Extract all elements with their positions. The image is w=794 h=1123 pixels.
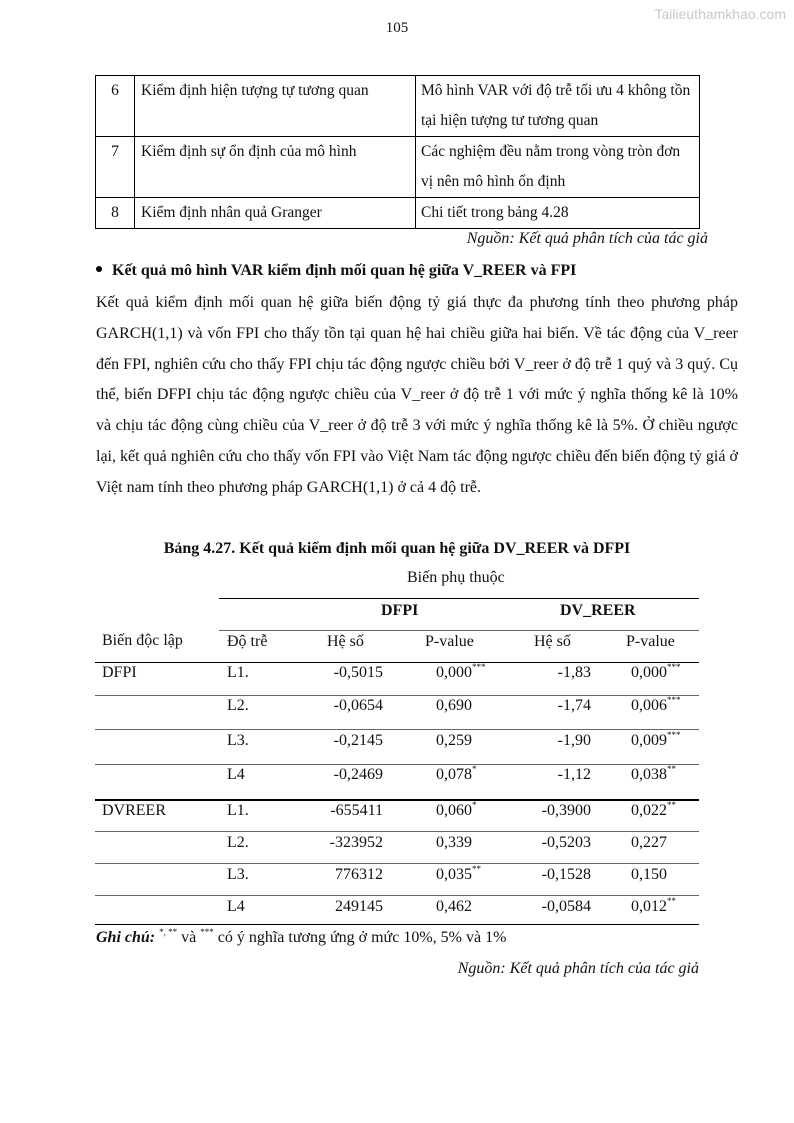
pvalue-dfpi-cell: [436, 766, 477, 784]
coef-dvreer-cell: [542, 866, 591, 884]
coef-dfpi-cell: [330, 834, 383, 852]
pvalue-dvreer-cell: [631, 898, 676, 916]
section-heading: [96, 262, 576, 280]
coef-dfpi-cell-value: -0,5015: [333, 664, 383, 681]
pvalue-dvreer-cell: [631, 802, 676, 820]
pvalue-dvreer-cell: [631, 732, 681, 750]
pvalue-dfpi-cell-value: 0,035: [436, 866, 472, 883]
lag-cell: [227, 834, 249, 852]
lag-cell-value: L1.: [227, 664, 249, 681]
table-rule: [95, 799, 699, 801]
coef-dfpi-cell: [330, 802, 383, 820]
lag-cell: [227, 697, 249, 715]
coef-dvreer-cell: [542, 898, 591, 916]
significance-marker: ***: [667, 662, 681, 672]
coef-dfpi-cell: [334, 766, 383, 784]
pvalue-dfpi-cell: [436, 802, 477, 820]
pvalue-dvreer-cell: [631, 697, 681, 715]
pvalue-dfpi-cell: [436, 834, 472, 852]
coef-dfpi-cell: [334, 697, 383, 715]
pvalue-dvreer-cell-value: 0,000: [631, 664, 667, 681]
note: [96, 929, 506, 947]
lag-cell-value: L3.: [227, 732, 249, 749]
pvalue-dfpi-cell: [436, 866, 481, 884]
coef-dvreer-cell-value: -1,74: [557, 697, 591, 714]
significance-marker: ***: [472, 662, 486, 672]
pvalue-dfpi-cell: [436, 732, 472, 750]
source-note-top: Nguồn: Kết quả phân tích của tác giả: [466, 230, 708, 247]
table-title: Bảng 4.27. Kết quả kiểm định mối quan hệ giữa DV_REER và DFPI: [163, 540, 631, 557]
coef-dvreer-cell: [558, 766, 591, 784]
lag-cell-value: L4: [227, 766, 245, 783]
independent-variable-value: DFPI: [102, 664, 137, 681]
lag-cell: [227, 664, 249, 682]
coef-dfpi-cell-value: -0,2469: [333, 766, 383, 783]
lag-cell: [227, 866, 249, 884]
pvalue-dfpi-cell-value: 0,259: [436, 732, 472, 749]
test-result: Các nghiệm đều nằm trong vòng tròn đơn vị nên mô hình ổn định: [416, 137, 700, 198]
table-rule: [219, 630, 699, 631]
coef-dvreer-cell-value: -0,0584: [541, 898, 591, 915]
pvalue-dfpi-cell-value: 0,339: [436, 834, 472, 851]
summary-table: [95, 75, 700, 229]
row-number: 8: [96, 198, 135, 229]
lag-cell-value: L1.: [227, 802, 249, 819]
pvalue-dfpi-cell: [436, 697, 472, 715]
significance-marker: **: [667, 896, 676, 906]
table-row: [96, 137, 700, 198]
col-header-lag: Độ trễ: [227, 633, 268, 650]
coef-dfpi-cell-value: -655411: [330, 802, 383, 819]
coef-dvreer-cell: [558, 664, 591, 682]
lag-cell: [227, 732, 249, 750]
watermark: Tailieuthamkhao.com: [654, 6, 786, 22]
independent-variable: [102, 802, 166, 820]
pvalue-dfpi-cell-value: 0,000: [436, 664, 472, 681]
pvalue-dfpi-cell: [436, 898, 472, 916]
coef-dvreer-cell: [542, 802, 591, 820]
pvalue-dfpi-cell-value: 0,690: [436, 697, 472, 714]
coef-dfpi-cell-value: -0,0654: [333, 697, 383, 714]
coef-dvreer-cell-value: -1,83: [557, 664, 591, 681]
bullet-icon: [96, 266, 102, 272]
section-heading-text: Kết quả mô hình VAR kiểm định mối quan hệ giữa V_REER và FPI: [112, 262, 577, 279]
table-rule: [95, 662, 699, 663]
pvalue-dvreer-cell-value: 0,009: [631, 732, 667, 749]
pvalue-dvreer-cell: [631, 866, 667, 884]
coef-dvreer-cell-value: -0,5203: [541, 834, 591, 851]
pvalue-dvreer-cell: [631, 834, 667, 852]
coef-dvreer-cell: [558, 697, 591, 715]
test-result: Mô hình VAR với độ trễ tối ưu 4 không tồn tại hiện tượng tư tương quan: [416, 76, 700, 137]
lag-cell: [227, 898, 245, 916]
lag-cell: [227, 802, 249, 820]
pvalue-dfpi-cell-value: 0,078: [436, 766, 472, 783]
group-header-dfpi: DFPI: [381, 602, 419, 619]
table-rule: [95, 863, 699, 864]
coef-dfpi-cell-value: -0,2145: [333, 732, 383, 749]
pvalue-dfpi-cell-value: 0,462: [436, 898, 472, 915]
source-note-bottom: Nguồn: Kết quả phân tích của tác giả: [457, 960, 699, 977]
test-name: Kiểm định nhân quả Granger: [135, 198, 416, 229]
body-paragraph: Kết quả kiểm định mối quan hệ giữa biến động tỷ giá thực đa phương tính theo phương pháp GARCH(1,1) và vốn FPI cho thấy tồn tại quan hệ hai chiều giữa hai biến. Về tác động của V_reer đến FPI, nghiên cứu cho thấy FPI chịu tác động ngược chiều bởi V_reer ở độ trễ 1 quý và 3 quý. Cụ thể, biến DFPI chịu tác động ngược chiều của V_reer ở độ trễ 1 với mức ý nghĩa thống kê là 10% và chịu tác động cùng chiều của V_reer ở độ trễ 3 với mức ý nghĩa thống kê là 5%. Ở chiều ngược lại, kết quả nghiên cứu cho thấy vốn FPI vào Việt Nam tác động ngược chiều đến biến động tỷ giá ở Việt nam tính theo phương pháp GARCH(1,1) ở cả 4 độ trễ.: [96, 294, 738, 496]
pvalue-dvreer-cell-value: 0,038: [631, 766, 667, 783]
row-number: 7: [96, 137, 135, 198]
coef-dvreer-cell-value: -1,12: [557, 766, 591, 783]
dependent-variable-label: Biến phụ thuộc: [407, 569, 505, 586]
col-header-pvalue-dvreer: P-value: [626, 633, 675, 650]
group-header-dv-reer: DV_REER: [560, 602, 636, 619]
coef-dfpi-cell-value: 776312: [335, 866, 383, 883]
coef-dfpi-cell: [335, 898, 383, 916]
lag-cell-value: L3.: [227, 866, 249, 883]
lag-cell-value: L4: [227, 898, 245, 915]
coef-dvreer-cell: [542, 834, 591, 852]
coef-dfpi-cell: [334, 732, 383, 750]
table-rule: [95, 895, 699, 896]
significance-marker: **: [667, 764, 676, 774]
pvalue-dvreer-cell-value: 0,006: [631, 697, 667, 714]
pvalue-dfpi-cell-value: 0,060: [436, 802, 472, 819]
independent-variable-value: DVREER: [102, 802, 166, 819]
col-header-pvalue-dfpi: P-value: [425, 633, 474, 650]
significance-marker: ***: [667, 730, 681, 740]
pvalue-dvreer-cell-value: 0,227: [631, 834, 667, 851]
pvalue-dvreer-cell-value: 0,012: [631, 898, 667, 915]
note-symbol-1: *, **: [159, 927, 178, 937]
significance-marker: ***: [667, 695, 681, 705]
page-number: 105: [385, 20, 409, 36]
test-name: Kiểm định hiện tượng tự tương quan: [135, 76, 416, 137]
coef-dfpi-cell-value: 249145: [335, 898, 383, 915]
independent-variable: [102, 664, 137, 682]
note-symbol-2: ***: [200, 927, 214, 937]
significance-marker: **: [472, 864, 481, 874]
significance-marker: **: [667, 800, 676, 810]
table-row: [96, 76, 700, 137]
pvalue-dvreer-cell-value: 0,022: [631, 802, 667, 819]
pvalue-dvreer-cell-value: 0,150: [631, 866, 667, 883]
significance-marker: *: [472, 800, 477, 810]
pvalue-dfpi-cell: [436, 664, 486, 682]
row-number: 6: [96, 76, 135, 137]
lag-cell: [227, 766, 245, 784]
note-and: và: [181, 929, 197, 946]
coef-dvreer-cell-value: -1,90: [557, 732, 591, 749]
significance-marker: *: [472, 764, 477, 774]
table-rule: [95, 831, 699, 832]
coef-dvreer-cell-value: -0,1528: [541, 866, 591, 883]
pvalue-dvreer-cell: [631, 766, 676, 784]
coef-dvreer-cell: [558, 732, 591, 750]
table-rule: [219, 598, 699, 599]
test-name: Kiểm định sự ổn định của mô hình: [135, 137, 416, 198]
table-row: [96, 198, 700, 229]
pvalue-dvreer-cell: [631, 664, 681, 682]
table-rule: [95, 924, 699, 925]
lag-cell-value: L2.: [227, 834, 249, 851]
lag-cell-value: L2.: [227, 697, 249, 714]
coef-dvreer-cell-value: -0,3900: [541, 802, 591, 819]
table-rule: [95, 695, 699, 696]
col-header-independent: Biến độc lập: [102, 632, 183, 649]
col-header-coef-dvreer: Hệ số: [534, 633, 571, 650]
note-label: Ghi chú:: [96, 929, 156, 946]
note-text: có ý nghĩa tương ứng ở mức 10%, 5% và 1%: [217, 929, 507, 946]
table-rule: [95, 764, 699, 765]
coef-dfpi-cell: [334, 664, 383, 682]
coef-dfpi-cell-value: -323952: [329, 834, 383, 851]
col-header-coef-dfpi: Hệ số: [327, 633, 364, 650]
coef-dfpi-cell: [335, 866, 383, 884]
test-result: Chi tiết trong bảng 4.28: [416, 198, 700, 229]
table-rule: [95, 729, 699, 730]
